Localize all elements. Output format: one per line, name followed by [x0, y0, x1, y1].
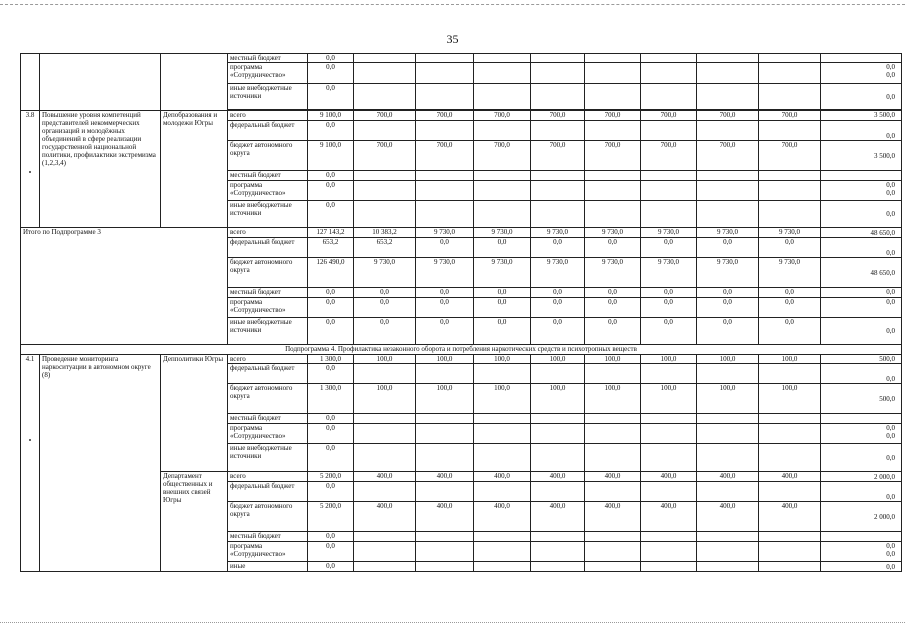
value-cell: 400,0 [531, 472, 585, 482]
value-cell: 0,0 [531, 318, 585, 345]
value-cell: 0,0 [474, 298, 531, 318]
value-cell: 400,0 [759, 472, 821, 482]
value-cell: 0,0 [821, 288, 902, 298]
value-cell: 0,0 [759, 288, 821, 298]
value-cell: 0,0 [308, 532, 354, 542]
value-cell: 0,0 [821, 318, 902, 345]
value-cell: 9 730,0 [416, 228, 474, 238]
subprogram-title: Подпрограмма 4. Профилактика незаконного оборота и потребления наркотических средств и психотропных веществ [21, 345, 902, 355]
value-cell: 0,0 [821, 201, 902, 228]
table-row [21, 54, 902, 63]
value-cell: 100,0 [416, 355, 474, 364]
value-cell: 100,0 [354, 355, 416, 364]
source-label: иные внебюджетные источники [228, 84, 308, 110]
measure-name: Повышение уровня компетенций представителей некоммерческих организаций и молодёжных объединений в сфере реализации государственной национальной политики, профилактики экстремизма (1,2,3,4) [40, 111, 161, 228]
value-cell: 100,0 [697, 384, 759, 414]
value-cell: 5 200,0 [308, 502, 354, 532]
source-label: иные [228, 562, 308, 572]
value-cell: 0,0 [474, 238, 531, 258]
scan-mark [29, 439, 31, 441]
value-cell: 0,0 [531, 298, 585, 318]
budget-table [20, 53, 902, 572]
value-cell: 0,0 [821, 482, 902, 502]
value-cell: 653,2 [354, 238, 416, 258]
value-cell: 0,0 [308, 54, 354, 63]
source-label: федеральный бюджет [228, 482, 308, 502]
value-cell: 0,0 [697, 288, 759, 298]
value-cell: 700,0 [474, 141, 531, 171]
source-label: бюджет автономного округа [228, 502, 308, 532]
value-cell: 0,0 [585, 238, 641, 258]
value-cell: 9 730,0 [585, 228, 641, 238]
value-cell: 700,0 [759, 141, 821, 171]
value-cell: 0,0 [308, 424, 354, 444]
value-cell: 0,0 [308, 201, 354, 228]
page-number: 35 [446, 32, 459, 46]
value-cell: 100,0 [531, 355, 585, 364]
value-cell: 400,0 [641, 502, 697, 532]
value-cell: 700,0 [416, 111, 474, 121]
value-cell: 700,0 [585, 141, 641, 171]
value-cell: 400,0 [416, 472, 474, 482]
value-cell: 3 500,0 [821, 111, 902, 121]
value-cell: 0,0 [308, 288, 354, 298]
value-cell: 9 730,0 [697, 258, 759, 288]
table-row [21, 111, 902, 121]
value-cell: 0,0 [308, 171, 354, 181]
value-cell: 0,0 0,0 [821, 63, 902, 84]
value-cell: 0,0 [354, 298, 416, 318]
value-cell: 0,0 [697, 298, 759, 318]
scan-bottom-edge [0, 622, 905, 625]
source-label: бюджет автономного округа [228, 384, 308, 414]
row-number: 3.8 [21, 111, 40, 228]
value-cell: 400,0 [585, 502, 641, 532]
value-cell: 700,0 [759, 111, 821, 121]
value-cell: 0,0 [821, 298, 902, 318]
value-cell: 100,0 [759, 384, 821, 414]
value-cell: 9 730,0 [354, 258, 416, 288]
value-cell: 9 730,0 [531, 258, 585, 288]
value-cell: 100,0 [474, 384, 531, 414]
value-cell: 0,0 [759, 238, 821, 258]
value-cell: 0,0 0,0 [821, 181, 902, 201]
value-cell: 0,0 [821, 364, 902, 384]
value-cell: 0,0 [474, 318, 531, 345]
value-cell: 48 650,0 [821, 228, 902, 238]
value-cell: 700,0 [474, 111, 531, 121]
source-label: местный бюджет [228, 54, 308, 63]
value-cell: 700,0 [641, 111, 697, 121]
value-cell: 700,0 [697, 111, 759, 121]
value-cell: 0,0 [308, 444, 354, 472]
value-cell: 400,0 [697, 472, 759, 482]
value-cell: 10 383,2 [354, 228, 416, 238]
value-cell: 0,0 [416, 238, 474, 258]
value-cell: 700,0 [354, 111, 416, 121]
source-label: федеральный бюджет [228, 121, 308, 141]
value-cell: 700,0 [697, 141, 759, 171]
value-cell: 100,0 [641, 355, 697, 364]
value-cell: 0,0 [585, 298, 641, 318]
value-cell: 0,0 [308, 318, 354, 345]
source-label: федеральный бюджет [228, 238, 308, 258]
value-cell: 653,2 [308, 238, 354, 258]
table-row [21, 345, 902, 355]
executor: Депполитики Югры [161, 355, 228, 472]
value-cell: 400,0 [416, 502, 474, 532]
cell-name [40, 54, 161, 111]
value-cell: 400,0 [474, 502, 531, 532]
table-row [21, 355, 902, 364]
value-cell: 1 300,0 [308, 384, 354, 414]
cell-exec [161, 54, 228, 111]
source-label: программа «Сотрудничество» [228, 181, 308, 201]
value-cell: 400,0 [531, 502, 585, 532]
value-cell: 400,0 [697, 502, 759, 532]
cell-num [21, 54, 40, 111]
value-cell: 0,0 [697, 318, 759, 345]
value-cell: 0,0 [641, 298, 697, 318]
source-label: программа «Сотрудничество» [228, 542, 308, 562]
value-cell: 0,0 [308, 181, 354, 201]
value-cell: 9 730,0 [474, 228, 531, 238]
value-cell: 100,0 [531, 384, 585, 414]
value-cell: 700,0 [416, 141, 474, 171]
row-number: 4.1 [21, 355, 40, 572]
value-cell: 700,0 [354, 141, 416, 171]
value-cell: 0,0 [641, 318, 697, 345]
value-cell: 0,0 [416, 318, 474, 345]
value-cell: 100,0 [697, 355, 759, 364]
value-cell: 0,0 [308, 414, 354, 424]
value-cell: 100,0 [585, 384, 641, 414]
value-cell: 0,0 [759, 318, 821, 345]
value-cell: 100,0 [641, 384, 697, 414]
value-cell: 0,0 [821, 562, 902, 572]
value-cell: 0,0 [308, 542, 354, 562]
value-cell: 400,0 [759, 502, 821, 532]
value-cell: 9 100,0 [308, 111, 354, 121]
source-label: иные внебюджетные источники [228, 318, 308, 345]
value-cell: 0,0 [821, 121, 902, 141]
value-cell: 700,0 [531, 111, 585, 121]
value-cell: 0,0 [416, 298, 474, 318]
value-cell: 0,0 0,0 [821, 542, 902, 562]
value-cell: 0,0 [354, 318, 416, 345]
source-label: федеральный бюджет [228, 364, 308, 384]
source-label: программа «Сотрудничество» [228, 298, 308, 318]
value-cell: 0,0 [308, 364, 354, 384]
source-label: всего [228, 355, 308, 364]
source-label: программа «Сотрудничество» [228, 63, 308, 84]
source-label: местный бюджет [228, 414, 308, 424]
value-cell: 0,0 [821, 84, 902, 110]
value-cell: 0,0 [585, 318, 641, 345]
value-cell: 0,0 [821, 444, 902, 472]
value-cell: 0,0 [641, 288, 697, 298]
value-cell: 0,0 0,0 [821, 424, 902, 444]
value-cell: 0,0 [821, 238, 902, 258]
value-cell: 400,0 [354, 472, 416, 482]
value-cell: 700,0 [531, 141, 585, 171]
value-cell: 100,0 [416, 384, 474, 414]
value-cell: 0,0 [308, 298, 354, 318]
value-cell: 400,0 [474, 472, 531, 482]
value-cell: 400,0 [354, 502, 416, 532]
value-cell: 100,0 [474, 355, 531, 364]
executor: Департамент общественных и внешних связей Югры [161, 472, 228, 572]
source-label: программа «Сотрудничество» [228, 424, 308, 444]
value-cell: 5 200,0 [308, 472, 354, 482]
source-label: иные внебюджетные источники [228, 444, 308, 472]
value-cell: 9 730,0 [474, 258, 531, 288]
value-cell: 9 730,0 [759, 258, 821, 288]
value-cell: 0,0 [308, 84, 354, 110]
value-cell: 0,0 [474, 288, 531, 298]
value-cell: 500,0 [821, 384, 902, 414]
measure-name: Проведение мониторинга наркоситуации в автономном округе (8) [40, 355, 161, 572]
source-label: местный бюджет [228, 288, 308, 298]
source-label: местный бюджет [228, 532, 308, 542]
value-cell: 0,0 [308, 121, 354, 141]
value-cell: 0,0 [308, 482, 354, 502]
value-cell: 400,0 [641, 472, 697, 482]
value-cell: 2 000,0 [821, 502, 902, 532]
scan-mark [29, 171, 31, 173]
value-cell: 0,0 [531, 238, 585, 258]
value-cell: 3 500,0 [821, 141, 902, 171]
value-cell: 700,0 [641, 141, 697, 171]
value-cell: 0,0 [585, 288, 641, 298]
executor: Депобразования и молодежи Югры [161, 111, 228, 228]
scan-top-edge [0, 0, 905, 5]
source-label: всего [228, 472, 308, 482]
value-cell: 9 730,0 [531, 228, 585, 238]
value-cell: 9 730,0 [759, 228, 821, 238]
subtotal-label: Итого по Подпрограмме 3 [21, 228, 228, 345]
value-cell: 700,0 [585, 111, 641, 121]
value-cell: 1 300,0 [308, 355, 354, 364]
value-cell: 400,0 [585, 472, 641, 482]
value-cell: 9 730,0 [641, 258, 697, 288]
value-cell: 127 143,2 [308, 228, 354, 238]
value-cell: 9 730,0 [697, 228, 759, 238]
value-cell: 9 100,0 [308, 141, 354, 171]
value-cell: 0,0 [531, 288, 585, 298]
value-cell: 100,0 [585, 355, 641, 364]
value-cell: 0,0 [416, 288, 474, 298]
value-cell: 48 650,0 [821, 258, 902, 288]
value-cell: 0,0 [308, 63, 354, 84]
source-label: всего [228, 228, 308, 238]
source-label: всего [228, 111, 308, 121]
value-cell: 0,0 [759, 298, 821, 318]
value-cell: 9 730,0 [585, 258, 641, 288]
value-cell: 2 000,0 [821, 472, 902, 482]
value-cell: 100,0 [354, 384, 416, 414]
value-cell: 500,0 [821, 355, 902, 364]
value-cell: 126 490,0 [308, 258, 354, 288]
value-cell: 0,0 [697, 238, 759, 258]
value-cell: 9 730,0 [641, 228, 697, 238]
value-cell: 100,0 [759, 355, 821, 364]
value-cell: 0,0 [354, 288, 416, 298]
source-label: местный бюджет [228, 171, 308, 181]
source-label: иные внебюджетные источники [228, 201, 308, 228]
table-row [21, 228, 902, 238]
value-cell: 0,0 [641, 238, 697, 258]
value-cell: 9 730,0 [416, 258, 474, 288]
source-label: бюджет автономного округа [228, 258, 308, 288]
source-label: бюджет автономного округа [228, 141, 308, 171]
value-cell: 0,0 [308, 562, 354, 572]
